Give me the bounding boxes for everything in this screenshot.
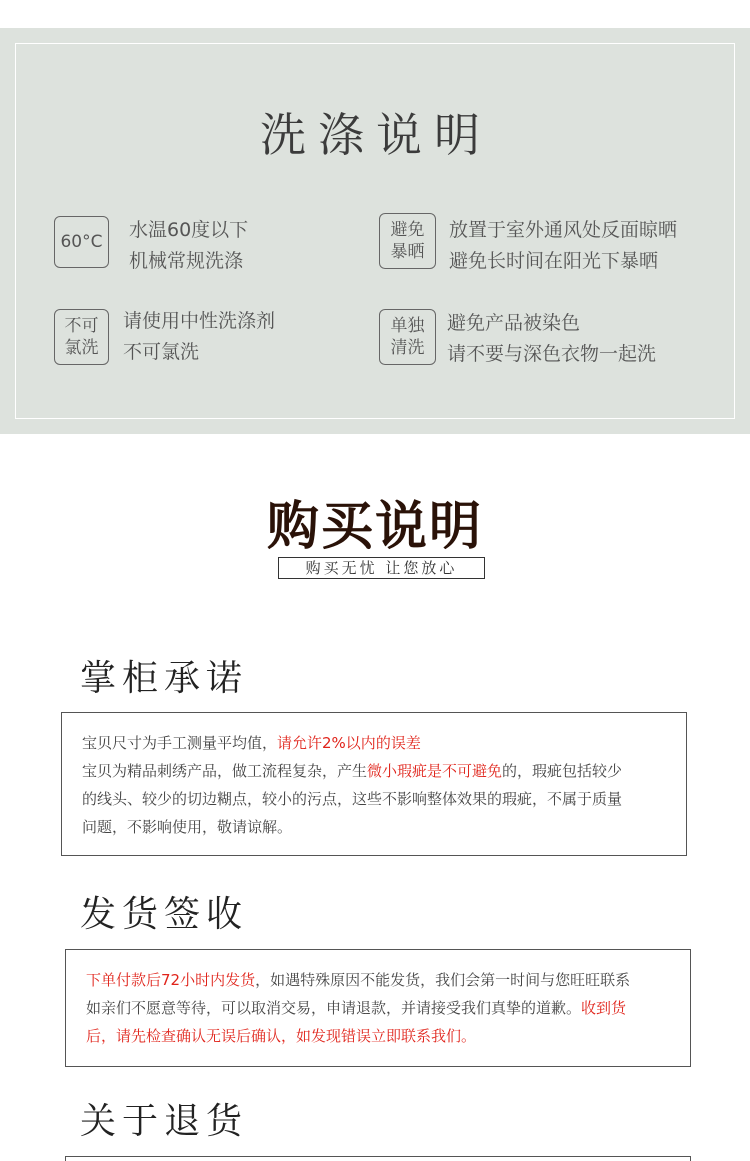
wash-item-line: 避免长时间在阳光下暴晒	[449, 250, 659, 272]
wash-frame	[15, 43, 735, 419]
avoid-sun-icon	[379, 213, 436, 269]
shipping-box	[65, 949, 691, 1067]
wash-item-separate	[447, 308, 656, 370]
promise-heading: 掌柜承诺	[80, 658, 249, 699]
promise-box	[61, 712, 687, 856]
icon-label: 暴晒	[390, 242, 425, 262]
promise-line	[82, 757, 666, 785]
promise-line	[82, 729, 666, 757]
icon-label: 避免	[390, 220, 425, 240]
purchase-title: 购买说明	[266, 496, 483, 557]
shipping-line	[86, 966, 670, 994]
icon-label: 单独	[390, 316, 425, 336]
shipping-highlight: 下单付款后72小时内发货	[86, 971, 256, 989]
promise-line: 问题，不影响使用，敬请谅解。	[82, 818, 293, 836]
shipping-text: ，如遇特殊原因不能发货，我们会第一时间与您旺旺联系	[255, 971, 631, 989]
wash-separately-icon	[379, 309, 436, 365]
returns-heading: 关于退货	[80, 1101, 249, 1142]
wash-item-line: 不可氯洗	[123, 341, 200, 363]
temperature-label: 60°C	[60, 232, 103, 252]
promise-text: 的，瑕疵包括较少	[502, 762, 623, 780]
returns-box-top-border	[65, 1156, 691, 1161]
wash-title: 洗涤说明	[260, 108, 492, 162]
wash-item-detergent	[123, 306, 275, 368]
promise-line: 的线头、较少的切边糊点，较小的污点，这些不影响整体效果的瑕疵，不属于质量	[82, 790, 623, 808]
wash-item-line: 请使用中性洗涤剂	[123, 310, 276, 332]
temperature-60-icon	[54, 216, 109, 268]
wash-item-drying	[449, 215, 677, 277]
wash-item-line: 放置于室外通风处反面晾晒	[449, 219, 678, 241]
shipping-heading: 发货签收	[80, 894, 249, 935]
shipping-highlight: 收到货	[581, 999, 627, 1017]
promise-text: 宝贝尺寸为手工测量平均值，	[82, 734, 278, 752]
icon-label: 不可	[64, 316, 99, 336]
promise-highlight: 微小瑕疵是不可避免	[367, 762, 503, 780]
shipping-text: 如亲们不愿意等待，可以取消交易，申请退款，并请接受我们真挚的道歉。	[86, 999, 582, 1017]
wash-item-line: 机械常规洗涤	[129, 250, 244, 272]
wash-item-line: 避免产品被染色	[447, 312, 581, 334]
promise-highlight: 请允许2%以内的误差	[277, 734, 421, 752]
wash-item-line: 请不要与深色衣物一起洗	[447, 343, 657, 365]
wash-item-temperature	[129, 215, 248, 277]
icon-label: 氯洗	[64, 338, 99, 358]
wash-item-line: 水温60度以下	[129, 219, 249, 241]
shipping-line: 后，请先检查确认无误后确认，如发现错误立即联系我们。	[86, 1027, 477, 1045]
icon-label: 清洗	[390, 338, 425, 358]
purchase-subtitle: 购买无忧 让您放心	[278, 557, 485, 579]
shipping-line	[86, 994, 670, 1022]
promise-text: 宝贝为精品刺绣产品，做工流程复杂，产生	[82, 762, 368, 780]
no-bleach-icon	[54, 309, 109, 365]
wash-section	[0, 28, 750, 434]
